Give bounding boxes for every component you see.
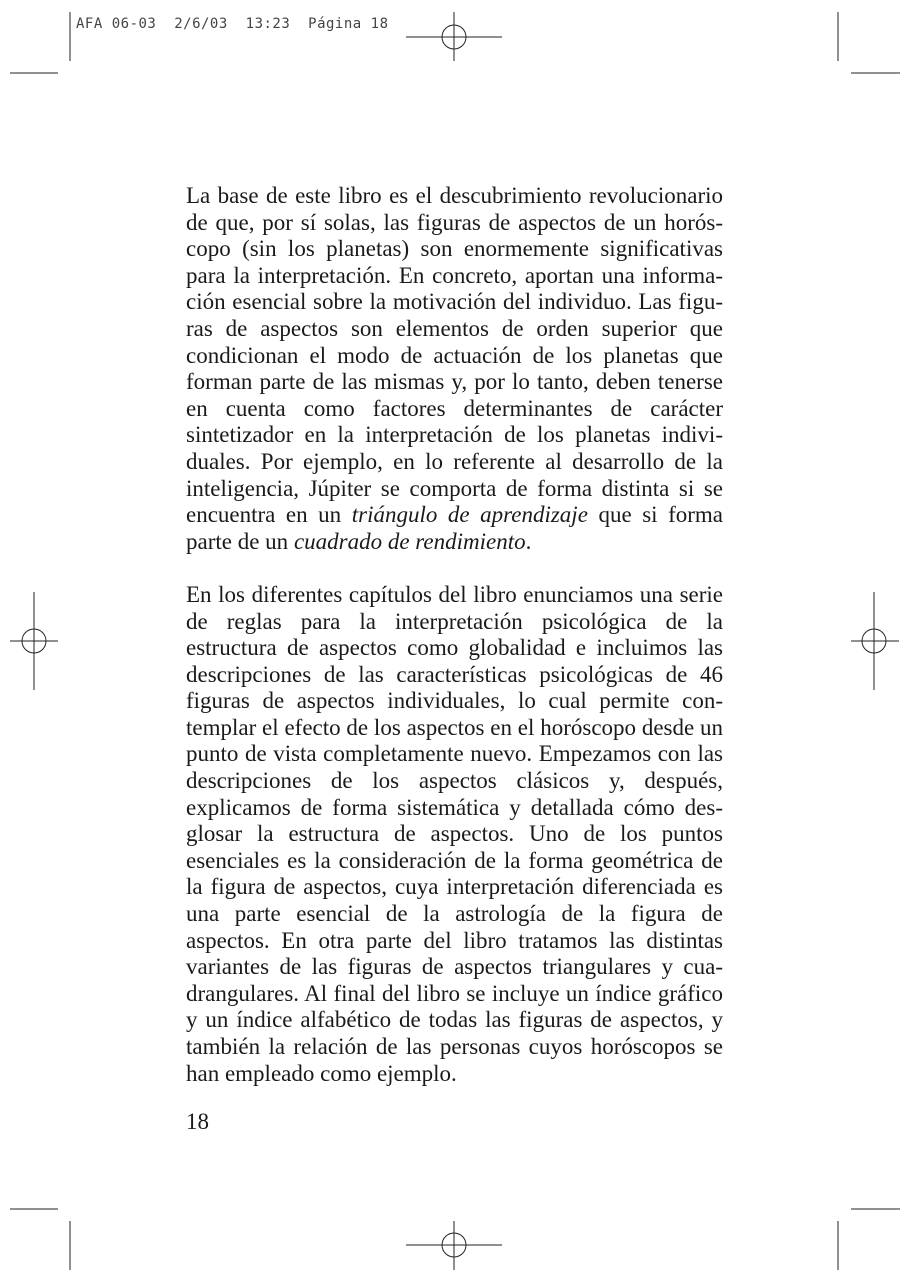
term-triangulo-de-aprendizaje: triángulo de aprendizaje: [351, 502, 588, 528]
page-number: 18: [186, 1109, 209, 1134]
body-text: [186, 183, 723, 1087]
term-cuadrado-de-rendimiento: cuadrado de rendimiento: [293, 528, 526, 554]
paragraph-1-end: .: [525, 528, 532, 554]
registration-mark-bottom: [406, 1221, 502, 1270]
paragraph-1: [186, 183, 723, 555]
paragraph-2: En los diferentes capítulos del libro enunciamos una serie de reglas para la interpretación psicológica de la estructura de aspectos como globalidad e incluimos las descripciones de las características psicológicas de 46 figuras de aspectos individuales, lo cual permite contemplar el efecto de los aspectos en el horóscopo desde un punto de vista completamente nuevo. Empezamos con las descripciones de los aspectos clásicos y, después, explicamos de forma sistemática y detallada cómo desglosar la estructura de aspectos. Uno de los puntos esenciales es la consideración de la forma geométrica de la figura de aspectos, cuya interpretación diferenciada es una parte esencial de la astrología de la figura de aspectos. En otra parte del libro tratamos las distintas variantes de las figuras de aspectos triangulares y cuadrangulares. Al final del libro se incluye un índice gráfico y un índice alfabético de todas las figuras de aspectos, y también la relación de las personas cuyos horóscopos se han empleado como ejemplo.: [186, 581, 723, 1086]
registration-mark-right: [851, 592, 899, 690]
registration-mark-top: [406, 12, 502, 61]
paragraph-1-text-continued: que si forma parte de un: [186, 502, 724, 554]
registration-mark-left: [10, 592, 58, 690]
print-slug: AFA 06-03 2/6/03 13:23 Página 18: [76, 16, 389, 32]
paragraph-1-text: La base de este libro es el descubrimiento revolucionario de que, por sí solas, las figuras de aspectos de un horóscopo (sin los planetas) son enormemente significativas para la interpretación. En concreto, aportan una información esencial sobre la motivación del individuo. Las figuras de aspectos son elementos de orden superior que condicionan el modo de actuación de los planetas que forman parte de las mismas y, por lo tanto, deben tenerse en cuenta como factores determinantes de carácter sintetizador en la interpretación de los planetas individuales. Por ejemplo, en lo referente al desarrollo de la inteligencia, Júpiter se comporta de forma distinta si se encuentra en un: [186, 183, 723, 528]
